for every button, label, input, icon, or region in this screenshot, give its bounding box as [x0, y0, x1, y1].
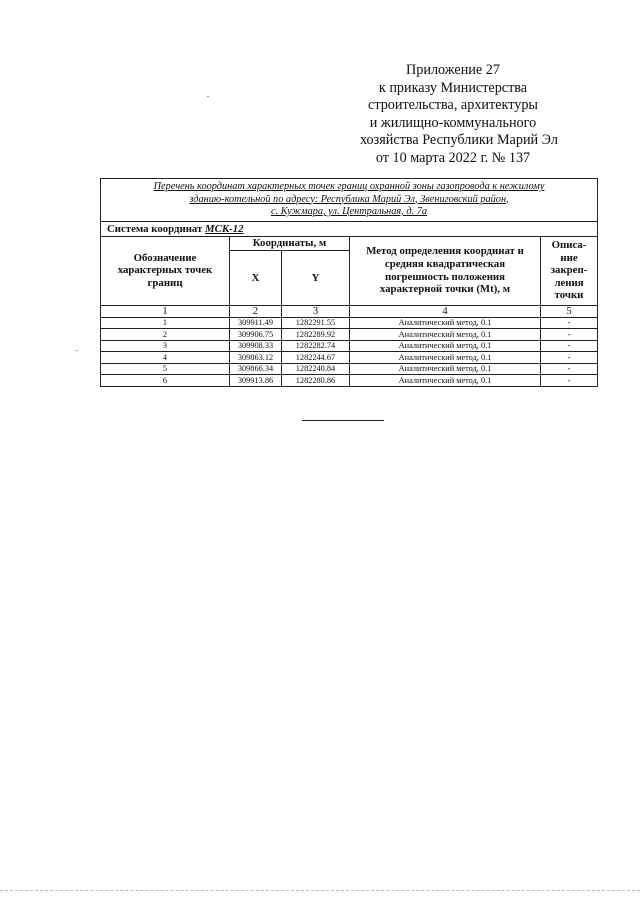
table-title-line: с. Кужмара, ул. Центральная, д. 7а — [271, 206, 427, 217]
cell-x: 309866.34 — [230, 363, 282, 375]
closing-rule — [302, 420, 384, 421]
cell-point: 4 — [101, 352, 230, 364]
cell-y: 1282240.84 — [282, 363, 350, 375]
cell-point: 3 — [101, 340, 230, 352]
header-line: Приложение 27 — [406, 62, 500, 78]
cell-description: - — [541, 329, 598, 341]
appendix-header — [360, 62, 558, 168]
header-description: Описа-ние закреп-ления точки — [541, 236, 598, 305]
header-line: хозяйства Республики Марий Эл — [360, 132, 558, 149]
header-line: строительства, архитектуры — [368, 97, 538, 114]
header-line: и жилищно-коммунального — [369, 114, 537, 131]
cell-x: 309906.75 — [230, 329, 282, 341]
cell-description: - — [541, 363, 598, 375]
cell-y: 1282291.55 — [282, 317, 350, 329]
cell-point: 1 — [101, 317, 230, 329]
coordinate-system-name: МСК-12 — [205, 222, 244, 235]
column-number: 3 — [282, 305, 350, 317]
cell-method: Аналитический метод, 0.1 — [350, 329, 541, 341]
header-coordinates: Координаты, м — [230, 236, 350, 251]
table-row — [101, 363, 598, 375]
table-title-line: зданию-котельной по адресу: Республика Марий Эл, Звениговский район, — [189, 193, 509, 205]
scan-bottom-edge — [0, 890, 640, 891]
column-number: 2 — [230, 305, 282, 317]
cell-x: 309908.33 — [230, 340, 282, 352]
cell-method: Аналитический метод, 0.1 — [350, 375, 541, 387]
coordinate-system-label: Система координат — [107, 222, 206, 235]
scan-speck — [76, 350, 78, 351]
cell-y: 1282282.74 — [282, 340, 350, 352]
column-number: 4 — [350, 305, 541, 317]
header-x: X — [230, 251, 282, 305]
cell-x: 309863.12 — [230, 352, 282, 364]
cell-point: 2 — [101, 329, 230, 341]
table-row — [101, 375, 598, 387]
table-title-line: Перечень координат характерных точек границ охранной зоны газопровода к нежилому — [153, 181, 545, 192]
cell-description: - — [541, 375, 598, 387]
cell-y: 1282280.86 — [282, 375, 350, 387]
coordinates-table — [100, 178, 598, 387]
column-number: 1 — [101, 305, 230, 317]
cell-method: Аналитический метод, 0.1 — [350, 340, 541, 352]
table-row — [101, 329, 598, 341]
header-method: Метод определения координат и средняя квадратическая погрешность положения характерной точки (Mt), м — [350, 236, 541, 305]
cell-method: Аналитический метод, 0.1 — [350, 363, 541, 375]
cell-y: 1282289.92 — [282, 329, 350, 341]
scan-speck — [207, 96, 209, 97]
table-row — [101, 317, 598, 329]
cell-x: 309911.49 — [230, 317, 282, 329]
table-title — [101, 179, 598, 222]
coordinate-system — [101, 221, 598, 236]
cell-description: - — [541, 352, 598, 364]
cell-description: - — [541, 340, 598, 352]
cell-description: - — [541, 317, 598, 329]
header-line: к приказу Министерства — [378, 79, 528, 96]
cell-point: 6 — [101, 375, 230, 387]
table-row — [101, 340, 598, 352]
cell-y: 1282244.67 — [282, 352, 350, 364]
cell-x: 309913.86 — [230, 375, 282, 387]
column-number: 5 — [541, 305, 598, 317]
cell-method: Аналитический метод, 0.1 — [350, 352, 541, 364]
header-y: Y — [282, 251, 350, 305]
header-point: Обозначение характерных точек границ — [101, 236, 230, 305]
cell-point: 5 — [101, 363, 230, 375]
table-row — [101, 352, 598, 364]
cell-method: Аналитический метод, 0.1 — [350, 317, 541, 329]
header-line: от 10 марта 2022 г. № 137 — [375, 149, 531, 166]
column-numbers-row — [101, 305, 598, 317]
